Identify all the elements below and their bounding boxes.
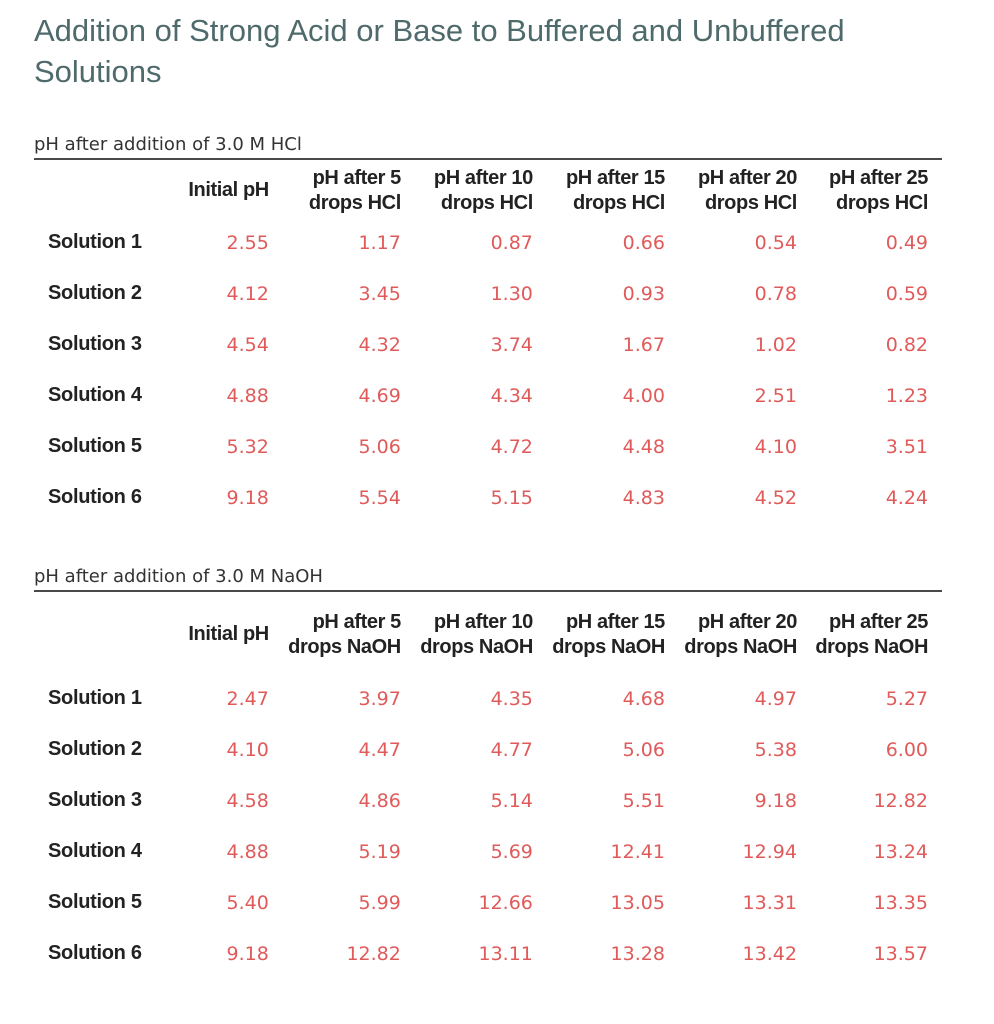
column-header: pH after 15 drops HCl <box>565 166 665 214</box>
ph-value: 1.23 <box>885 384 928 407</box>
ph-value: 9.18 <box>226 942 269 965</box>
naoh-table-caption: pH after addition of 3.0 M NaOH <box>34 566 323 587</box>
ph-value: 5.06 <box>622 738 665 761</box>
naoh-table <box>34 590 942 979</box>
ph-value: 0.93 <box>622 282 665 305</box>
ph-value: 13.05 <box>610 891 665 914</box>
ph-value: 4.54 <box>226 333 269 356</box>
table-row <box>34 826 942 877</box>
row-label: Solution 2 <box>48 282 142 304</box>
ph-value: 5.99 <box>358 891 401 914</box>
ph-value: 13.28 <box>610 942 665 965</box>
ph-value: 4.97 <box>754 687 797 710</box>
ph-value: 5.32 <box>226 435 269 458</box>
row-label: Solution 3 <box>48 789 142 811</box>
hcl-table-block <box>34 134 942 523</box>
ph-value: 13.42 <box>742 942 797 965</box>
column-header: pH after 5 drops HCl <box>308 166 401 214</box>
table-row <box>34 775 942 826</box>
ph-value: 9.18 <box>754 789 797 812</box>
ph-value: 13.31 <box>742 891 797 914</box>
ph-value: 5.27 <box>885 687 928 710</box>
ph-value: 5.14 <box>490 789 533 812</box>
row-label: Solution 5 <box>48 435 142 457</box>
ph-value: 4.77 <box>490 738 533 761</box>
ph-value: 0.87 <box>490 231 533 254</box>
row-label: Solution 1 <box>48 687 142 709</box>
ph-value: 4.34 <box>490 384 533 407</box>
ph-value: 1.02 <box>754 333 797 356</box>
ph-value: 5.69 <box>490 840 533 863</box>
ph-value: 1.30 <box>490 282 533 305</box>
ph-value: 3.45 <box>358 282 401 305</box>
ph-value: 5.40 <box>226 891 269 914</box>
column-header: pH after 20 drops NaOH <box>684 610 797 658</box>
row-label: Solution 1 <box>48 231 142 253</box>
row-label: Solution 6 <box>48 942 142 964</box>
column-header: pH after 10 drops HCl <box>433 166 533 214</box>
ph-value: 4.00 <box>622 384 665 407</box>
ph-value: 1.67 <box>622 333 665 356</box>
ph-value: 5.06 <box>358 435 401 458</box>
ph-value: 0.78 <box>754 282 797 305</box>
ph-value: 13.57 <box>873 942 928 965</box>
ph-value: 13.24 <box>873 840 928 863</box>
ph-value: 4.32 <box>358 333 401 356</box>
table-row <box>34 928 942 979</box>
table-row <box>34 724 942 775</box>
page-title: Addition of Strong Acid or Base to Buffered and Unbuffered Solutions <box>34 13 845 89</box>
ph-value: 1.17 <box>358 231 401 254</box>
ph-value: 4.35 <box>490 687 533 710</box>
ph-value: 3.74 <box>490 333 533 356</box>
column-header: pH after 25 drops NaOH <box>815 610 928 658</box>
column-header: pH after 20 drops HCl <box>697 166 797 214</box>
ph-value: 4.68 <box>622 687 665 710</box>
ph-value: 4.12 <box>226 282 269 305</box>
column-header: Initial pH <box>188 179 269 201</box>
ph-value: 5.51 <box>622 789 665 812</box>
ph-value: 4.69 <box>358 384 401 407</box>
ph-value: 5.54 <box>358 486 401 509</box>
naoh-table-block <box>34 566 942 979</box>
header-row <box>34 591 942 673</box>
ph-value: 3.97 <box>358 687 401 710</box>
row-label: Solution 4 <box>48 840 142 862</box>
table-row <box>34 472 942 523</box>
ph-value: 4.47 <box>358 738 401 761</box>
ph-value: 4.58 <box>226 789 269 812</box>
row-label: Solution 5 <box>48 891 142 913</box>
ph-value: 0.59 <box>885 282 928 305</box>
row-label: Solution 2 <box>48 738 142 760</box>
column-header: pH after 10 drops NaOH <box>420 610 533 658</box>
ph-value: 4.88 <box>226 384 269 407</box>
ph-value: 12.41 <box>610 840 665 863</box>
corner-cell <box>34 159 151 217</box>
table-row <box>34 421 942 472</box>
column-header: pH after 15 drops NaOH <box>552 610 665 658</box>
ph-value: 0.82 <box>885 333 928 356</box>
ph-value: 13.35 <box>873 891 928 914</box>
ph-value: 0.49 <box>885 231 928 254</box>
column-header: pH after 25 drops HCl <box>829 166 928 214</box>
ph-value: 3.51 <box>885 435 928 458</box>
row-label: Solution 4 <box>48 384 142 406</box>
table-row <box>34 217 942 268</box>
column-header: Initial pH <box>188 623 269 645</box>
table-row <box>34 877 942 928</box>
ph-value: 13.11 <box>478 942 533 965</box>
ph-value: 4.83 <box>622 486 665 509</box>
ph-value: 4.86 <box>358 789 401 812</box>
ph-value: 5.38 <box>754 738 797 761</box>
ph-value: 0.66 <box>622 231 665 254</box>
ph-value: 5.19 <box>358 840 401 863</box>
ph-value: 6.00 <box>885 738 928 761</box>
ph-value: 12.66 <box>478 891 533 914</box>
ph-value: 12.94 <box>742 840 797 863</box>
ph-value: 2.55 <box>226 231 269 254</box>
ph-value: 4.88 <box>226 840 269 863</box>
ph-value: 9.18 <box>226 486 269 509</box>
column-header: pH after 5 drops NaOH <box>288 610 401 658</box>
ph-value: 4.72 <box>490 435 533 458</box>
corner-cell <box>34 591 151 673</box>
table-row <box>34 319 942 370</box>
table-row <box>34 370 942 421</box>
hcl-table-caption: pH after addition of 3.0 M HCl <box>34 134 302 155</box>
ph-value: 2.51 <box>754 384 797 407</box>
ph-value: 4.24 <box>885 486 928 509</box>
row-label: Solution 3 <box>48 333 142 355</box>
ph-value: 12.82 <box>873 789 928 812</box>
ph-value: 5.15 <box>490 486 533 509</box>
ph-value: 0.54 <box>754 231 797 254</box>
header-row <box>34 159 942 217</box>
row-label: Solution 6 <box>48 486 142 508</box>
hcl-table <box>34 158 942 523</box>
ph-value: 4.52 <box>754 486 797 509</box>
ph-value: 4.10 <box>226 738 269 761</box>
ph-value: 4.48 <box>622 435 665 458</box>
table-row <box>34 268 942 319</box>
ph-value: 4.10 <box>754 435 797 458</box>
ph-value: 12.82 <box>346 942 401 965</box>
table-row <box>34 673 942 724</box>
ph-value: 2.47 <box>226 687 269 710</box>
